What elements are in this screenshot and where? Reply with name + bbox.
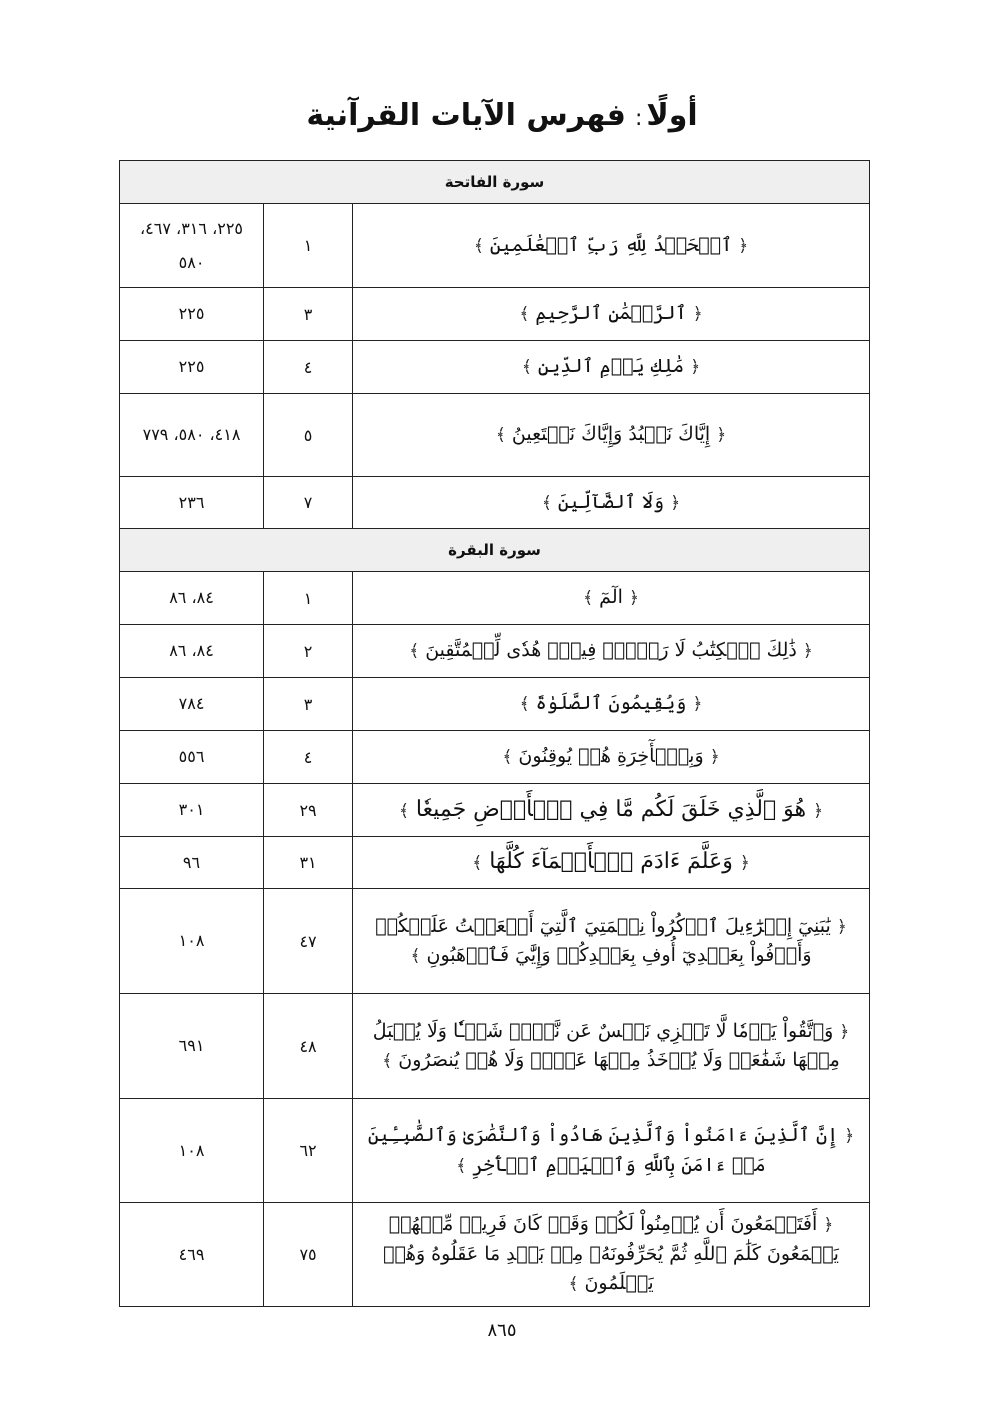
verse-number: ٥ xyxy=(264,394,353,477)
title-prefix: أولًا xyxy=(646,98,698,133)
page-refs: ٩٦ xyxy=(120,837,264,889)
verse-number: ٢٩ xyxy=(264,784,353,837)
verse-number: ١ xyxy=(264,572,353,625)
verse-cell xyxy=(353,678,870,731)
verse-ornament-close: ﴾ xyxy=(521,357,532,378)
page-refs: ٨٤، ٨٦ xyxy=(120,625,264,678)
table-row xyxy=(120,204,870,288)
verse-number: ٤ xyxy=(264,731,353,784)
verse-cell xyxy=(353,994,870,1099)
verse-text: يَٰبَنِيٓ إِسۡرَٰٓءِيلَ ٱذۡكُرُواْ نِعۡمَتِيَ ٱلَّتِيٓ أَنۡعَمۡتُ عَلَيۡكُمۡ وَأَوۡفُواْ بِعَهۡدِيٓ أُوفِ بِعَهۡدِكُمۡ وَإِيَّٰيَ فَٱرۡهَبُونِ xyxy=(375,914,831,966)
verse-number: ٤٨ xyxy=(264,994,353,1099)
table-row xyxy=(120,837,870,889)
page-refs: ٢٢٥ xyxy=(120,288,264,341)
verse-text: وَلَا ٱلضَّآلِّينَ xyxy=(557,490,665,513)
verse-cell xyxy=(353,477,870,529)
verse-ornament-close: ﴾ xyxy=(568,1274,579,1295)
title-main: فهرس الآيات القرآنية xyxy=(306,98,626,133)
verse-text: ٱلرَّحۡمَٰنِ ٱلرَّحِيمِ xyxy=(535,302,687,325)
table-row xyxy=(120,784,870,837)
verse-text: أَفَتَطۡمَعُونَ أَن يُؤۡمِنُواْ لَكُمۡ وَقَدۡ كَانَ فَرِيقٞ مِّنۡهُمۡ يَسۡمَعُونَ كَلَٰمَ ٱللَّهِ ثُمَّ يُحَرِّفُونَهُۥ مِنۢ بَعۡدِ مَا عَقَلُوهُ وَهُمۡ يَعۡلَمُونَ xyxy=(383,1213,839,1295)
verse-ornament-close: ﴾ xyxy=(409,641,420,662)
table-row xyxy=(120,572,870,625)
verse-number: ٤ xyxy=(264,341,353,394)
verse-cell xyxy=(353,889,870,994)
page-number: ٨٦٥ xyxy=(487,1320,517,1341)
verse-ornament-close: ﴾ xyxy=(541,492,552,513)
title-separator: : xyxy=(634,106,643,131)
verse-text: وَيُقِيمُونَ ٱلصَّلَوٰةَ xyxy=(535,692,687,715)
page-title xyxy=(0,98,1004,133)
verse-number: ١ xyxy=(264,204,353,288)
verse-text: الٓمٓ xyxy=(599,586,623,609)
verse-text: ٱلۡحَمۡدُ لِلَّهِ رَبِّ ٱلۡعَٰلَمِينَ xyxy=(489,233,733,256)
surah-header-row xyxy=(120,161,870,204)
verse-cell xyxy=(353,1099,870,1203)
verse-number: ٢ xyxy=(264,625,353,678)
page-refs: ٧٨٤ xyxy=(120,678,264,731)
verse-ornament-close: ﴾ xyxy=(398,800,409,821)
page-refs: ٦٩١ xyxy=(120,994,264,1099)
verse-number: ٣ xyxy=(264,678,353,731)
verse-number: ٣١ xyxy=(264,837,353,889)
verse-number: ٣ xyxy=(264,288,353,341)
table-row xyxy=(120,1099,870,1203)
verse-ornament-open: ﴿ xyxy=(839,1021,850,1042)
verse-ornament-open: ﴿ xyxy=(716,425,727,446)
verse-cell xyxy=(353,837,870,889)
page-refs: ٢٢٥، ٣١٦، ٤٦٧، ٥٨٠ xyxy=(120,204,264,288)
verse-ornament-close: ﴾ xyxy=(502,747,513,768)
verse-text: وَبِٱلۡأٓخِرَةِ هُمۡ يُوقِنُونَ xyxy=(518,745,704,768)
verse-ornament-close: ﴾ xyxy=(456,1155,467,1176)
verse-ornament-open: ﴿ xyxy=(690,357,701,378)
verse-text: إِيَّاكَ نَعۡبُدُ وَإِيَّاكَ نَسۡتَعِينُ xyxy=(511,423,711,446)
verse-cell xyxy=(353,1203,870,1307)
verse-ornament-open: ﴿ xyxy=(692,694,703,715)
table-row xyxy=(120,625,870,678)
verse-ornament-open: ﴿ xyxy=(709,747,720,768)
verse-ornament-close: ﴾ xyxy=(495,425,506,446)
page-refs: ٣٠١ xyxy=(120,784,264,837)
table-row xyxy=(120,889,870,994)
verse-ornament-open: ﴿ xyxy=(836,916,847,937)
verse-ornament-close: ﴾ xyxy=(583,588,594,609)
verse-number: ٧٥ xyxy=(264,1203,353,1307)
page-refs: ٤١٨، ٥٨٠، ٧٧٩ xyxy=(120,394,264,477)
verse-cell xyxy=(353,731,870,784)
verse-cell xyxy=(353,204,870,288)
verse-text: وَٱتَّقُواْ يَوۡمٗا لَّا تَجۡزِي نَفۡسٌ عَن نَّفۡسٖ شَيۡـٔٗا وَلَا يُقۡبَلُ مِنۡهَا شَفَٰعَةٞ وَلَا يُؤۡخَذُ مِنۡهَا عَدۡلٞ وَلَا هُمۡ يُنصَرُونَ xyxy=(372,1019,840,1071)
verse-ornament-close: ﴾ xyxy=(410,946,421,966)
page-refs: ٥٥٦ xyxy=(120,731,264,784)
table-row xyxy=(120,994,870,1099)
verse-ornament-close: ﴾ xyxy=(519,694,530,715)
verse-ornament-open: ﴿ xyxy=(670,492,681,513)
table-row xyxy=(120,477,870,529)
verse-ornament-open: ﴿ xyxy=(739,853,750,874)
verse-cell xyxy=(353,341,870,394)
verse-cell xyxy=(353,288,870,341)
verse-ornament-close: ﴾ xyxy=(382,1051,393,1071)
verse-ornament-close: ﴾ xyxy=(472,853,483,874)
verse-ornament-open: ﴿ xyxy=(628,588,639,609)
verse-ornament-open: ﴿ xyxy=(813,800,824,821)
verse-ornament-close: ﴾ xyxy=(473,235,484,256)
surah-header-row xyxy=(120,529,870,572)
verse-cell xyxy=(353,572,870,625)
verse-text: وَعَلَّمَ ءَادَمَ ٱلۡأَسۡمَآءَ كُلَّهَا xyxy=(489,849,733,875)
table-row xyxy=(120,394,870,477)
page-refs: ١٠٨ xyxy=(120,1099,264,1203)
verse-number: ٦٢ xyxy=(264,1099,353,1203)
verse-cell xyxy=(353,625,870,678)
surah-name: سورة الفاتحة xyxy=(120,161,870,204)
verse-index-table xyxy=(119,160,870,1307)
page-refs: ٤٦٩ xyxy=(120,1203,264,1307)
verse-ornament-open: ﴿ xyxy=(823,1215,834,1236)
table-row xyxy=(120,678,870,731)
table-row xyxy=(120,341,870,394)
surah-name: سورة البقرة xyxy=(120,529,870,572)
verse-ornament-close: ﴾ xyxy=(519,304,530,325)
page-refs: ٨٤، ٨٦ xyxy=(120,572,264,625)
verse-text: هُوَ ٱلَّذِي خَلَقَ لَكُم مَّا فِي ٱلۡأَرۡضِ جَمِيعٗا xyxy=(415,796,807,822)
table-row xyxy=(120,288,870,341)
verse-ornament-open: ﴿ xyxy=(692,304,703,325)
page-refs: ١٠٨ xyxy=(120,889,264,994)
verse-text: إِنَّ ٱلَّذِينَ ءَامَنُواْ وَٱلَّذِينَ هَادُواْ وَٱلنَّصَٰرَىٰ وَٱلصَّٰبِـِٔينَ مَنۡ ءَامَنَ بِٱللَّهِ وَٱلۡيَوۡمِ ٱلۡأٓخِرِ xyxy=(367,1124,839,1176)
table-row xyxy=(120,1203,870,1307)
page-refs: ٢٢٥ xyxy=(120,341,264,394)
table-row xyxy=(120,731,870,784)
verse-text: مَٰلِكِ يَوۡمِ ٱلدِّينِ xyxy=(537,355,685,378)
verse-number: ٧ xyxy=(264,477,353,529)
verse-cell xyxy=(353,784,870,837)
verse-ornament-open: ﴿ xyxy=(738,235,749,256)
verse-text: ذَٰلِكَ ٱلۡكِتَٰبُ لَا رَيۡبَۛ فِيهِۛ هُدٗى لِّلۡمُتَّقِينَ xyxy=(425,639,797,662)
verse-ornament-open: ﴿ xyxy=(844,1126,855,1147)
verse-number: ٤٧ xyxy=(264,889,353,994)
verse-ornament-open: ﴿ xyxy=(802,641,813,662)
verse-cell xyxy=(353,394,870,477)
page-refs: ٢٣٦ xyxy=(120,477,264,529)
